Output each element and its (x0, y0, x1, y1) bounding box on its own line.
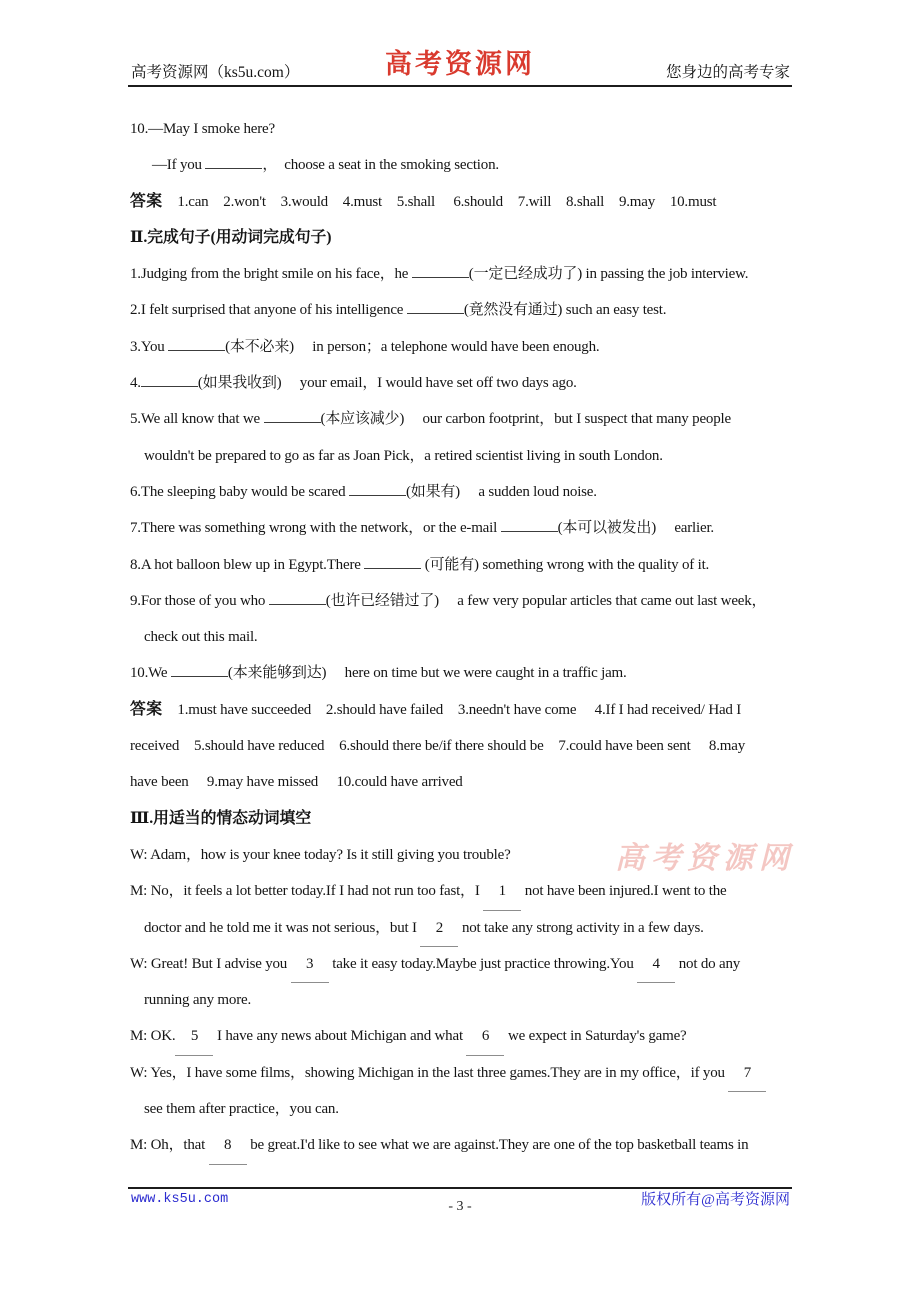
exercise-text (130, 111, 794, 1164)
footer-copyright: 版权所有@高考资源网 (641, 1192, 790, 1208)
blank-underline (141, 373, 198, 387)
text-line: M: OK. 5 I have any news about Michigan and what 6 we expect in Saturday's game? (130, 1018, 794, 1054)
text-line: check out this mail. (144, 629, 258, 646)
text-line: 8.A hot balloon blew up in Egypt.There (可能有) something wrong with the quality of it. (130, 556, 710, 573)
text-line: 9.For those of you who (也许已经错过了) a few very popular articles that came out last week， (130, 592, 767, 609)
answer-label: 答案 (130, 700, 163, 718)
header-slogan: 您身边的高考专家 (665, 64, 790, 81)
numbered-blank: 8 (209, 1127, 247, 1164)
blank-underline (407, 301, 464, 315)
text-line: running any more. (144, 992, 251, 1009)
numbered-blank: 5 (175, 1018, 213, 1055)
numbered-blank: 3 (291, 946, 329, 983)
page-number: - 3 - (448, 1199, 472, 1214)
text-line: W: Adam，how is your knee today? Is it still giving you trouble? (130, 846, 511, 863)
blank-underline (364, 555, 421, 569)
text-line: 1.Judging from the bright smile on his face，he (一定已经成功了) in passing the job interview. (130, 266, 749, 283)
text-line: Ⅱ.完成句子(用动词完成句子) (130, 228, 332, 246)
text-line: 答案 1.can 2.won't 3.would 4.must 5.shall 6.should 7.will 8.shall 9.may 10.must (130, 192, 717, 210)
header-site-name: 高考资源网（ks5u.com） (131, 64, 300, 81)
blank-underline (269, 591, 326, 605)
blank-underline (412, 264, 469, 278)
text-line: M: Oh，that 8 be great.I'd like to see what we are against.They are one of the top basketball teams in (130, 1127, 794, 1163)
text-line: W: Yes，I have some films，showing Michigan in the last three games.They are in my office，if you 7 (130, 1055, 794, 1091)
blank-underline (171, 664, 228, 678)
text-line: M: No，it feels a lot better today.If I had not run too fast，I 1 not have been injured.I went to the (130, 873, 794, 909)
text-line: Ⅲ.用适当的情态动词填空 (130, 809, 312, 827)
answer-label: 答案 (130, 192, 163, 210)
watermark: 高考资源网 (615, 842, 795, 875)
text-line: have been 9.may have missed 10.could have arrived (130, 774, 463, 791)
text-line: doctor and he told me it was not serious，but I 2 not take any strong activity in a few days. (130, 910, 794, 946)
blank-underline (168, 337, 225, 351)
header-divider (128, 85, 792, 87)
numbered-blank: 2 (420, 910, 458, 947)
numbered-blank: 4 (637, 946, 675, 983)
text-line: 答案 1.must have succeeded 2.should have failed 3.needn't have come 4.If I had received/ Had I (130, 700, 742, 718)
footer-url-link[interactable]: www.ks5u.com (131, 1192, 229, 1207)
text-line: 7.There was something wrong with the network，or the e-mail (本可以被发出) earlier. (130, 520, 714, 537)
text-line: wouldn't be prepared to go as far as Joan Pick，a retired scientist living in south London. (144, 447, 663, 464)
numbered-blank: 6 (466, 1018, 504, 1055)
text-line: 10.—May I smoke here? (130, 121, 275, 137)
text-line: received 5.should have reduced 6.should there be/if there should be 7.could have been sent 8.may (130, 738, 745, 755)
text-line: 3.You (本不必来) in person；a telephone would have been enough. (130, 338, 600, 355)
blank-underline (264, 410, 321, 424)
text-line: 5.We all know that we (本应该减少) our carbon footprint，but I suspect that many people (130, 411, 731, 428)
blank-underline (205, 156, 262, 170)
text-line: W: Great! But I advise you 3 take it easy today.Maybe just practice throwing.You 4 not do any (130, 946, 794, 982)
numbered-blank: 1 (483, 873, 521, 910)
text-line: see them after practice，you can. (144, 1101, 339, 1118)
text-line: 4. (如果我收到) your email，I would have set off two days ago. (130, 375, 577, 392)
blank-underline (501, 519, 558, 533)
text-line: 2.I felt surprised that anyone of his intelligence (竟然没有通过) such an easy test. (130, 302, 667, 319)
text-line: 10.We (本来能够到达) here on time but we were caught in a traffic jam. (130, 665, 627, 682)
text-line: 6.The sleeping baby would be scared (如果有) a sudden loud noise. (130, 483, 597, 500)
site-logo: 高考资源网 (385, 49, 535, 79)
numbered-blank: 7 (728, 1055, 766, 1092)
text-line: —If you ， choose a seat in the smoking section. (152, 157, 499, 174)
blank-underline (349, 482, 406, 496)
